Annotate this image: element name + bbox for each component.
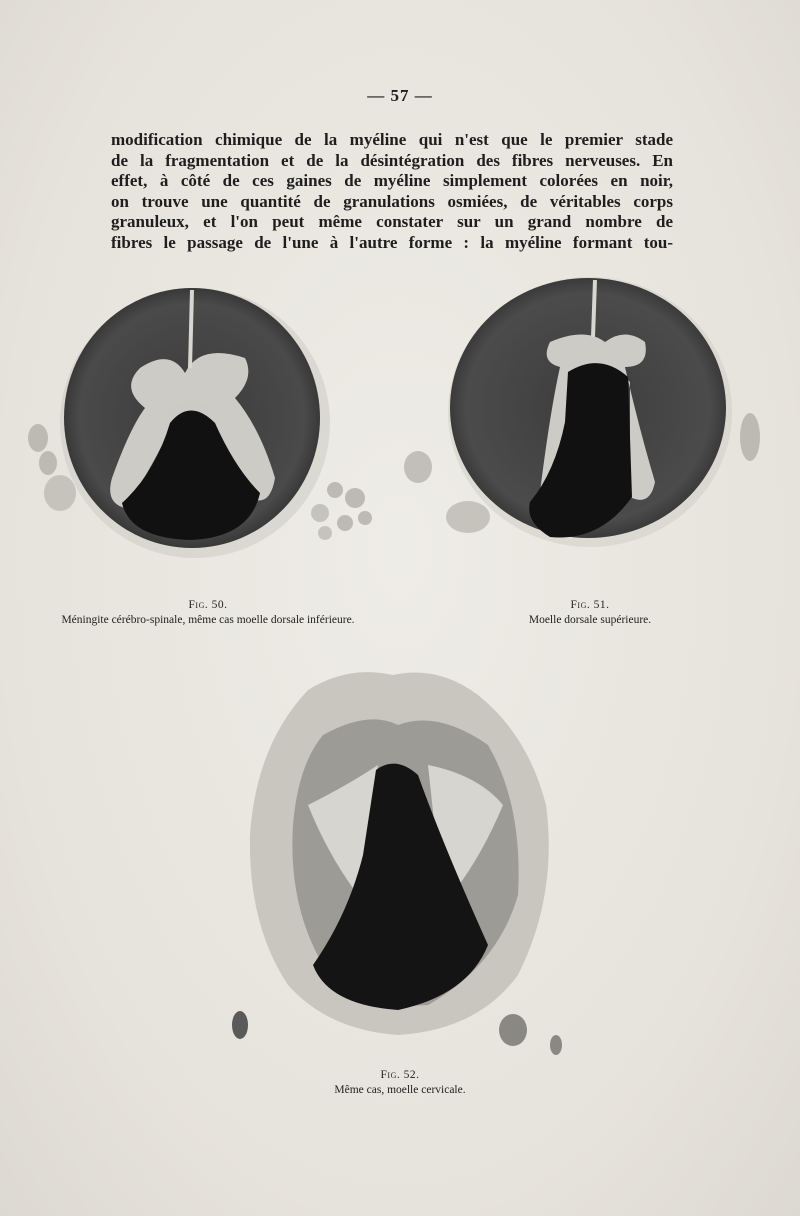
text-line: on trouve une quantité de granulations osmiées, de véritables corps bbox=[111, 191, 673, 211]
text-line: granuleux, et l'on peut même constater sur un grand nombre de bbox=[111, 212, 673, 231]
figure-50-caption bbox=[18, 598, 398, 628]
figure-52-image bbox=[228, 665, 568, 1060]
text-line: de la fragmentation et de la désintégration des fibres nerveuses. En bbox=[111, 150, 673, 170]
figure-52-caption bbox=[260, 1068, 540, 1098]
figure-50-caption-text: Méningite cérébro-spinale, même cas moelle dorsale inférieure. bbox=[61, 614, 355, 626]
text-line: effet, à côté de ces gaines de myéline simplement colorées en noir, bbox=[111, 171, 673, 190]
page-number: — 57 — bbox=[367, 86, 433, 105]
text-line: fibres le passage de l'une à l'autre forme : la myéline formant tou- bbox=[111, 232, 673, 252]
body-paragraph bbox=[111, 130, 673, 253]
figure-50-label: Fig. 50. bbox=[188, 599, 228, 611]
figure-50-image bbox=[20, 278, 390, 578]
figure-51-caption-text: Moelle dorsale supérieure. bbox=[528, 614, 652, 626]
text-line: modification chimique de la myéline qui n'est que le premier stade bbox=[111, 130, 673, 149]
figure-51-label: Fig. 51. bbox=[570, 599, 610, 611]
figure-52-caption-text: Même cas, moelle cervicale. bbox=[334, 1084, 466, 1096]
figure-51-caption bbox=[470, 598, 710, 628]
figure-51-image bbox=[400, 272, 780, 572]
figure-52-label: Fig. 52. bbox=[380, 1069, 420, 1081]
